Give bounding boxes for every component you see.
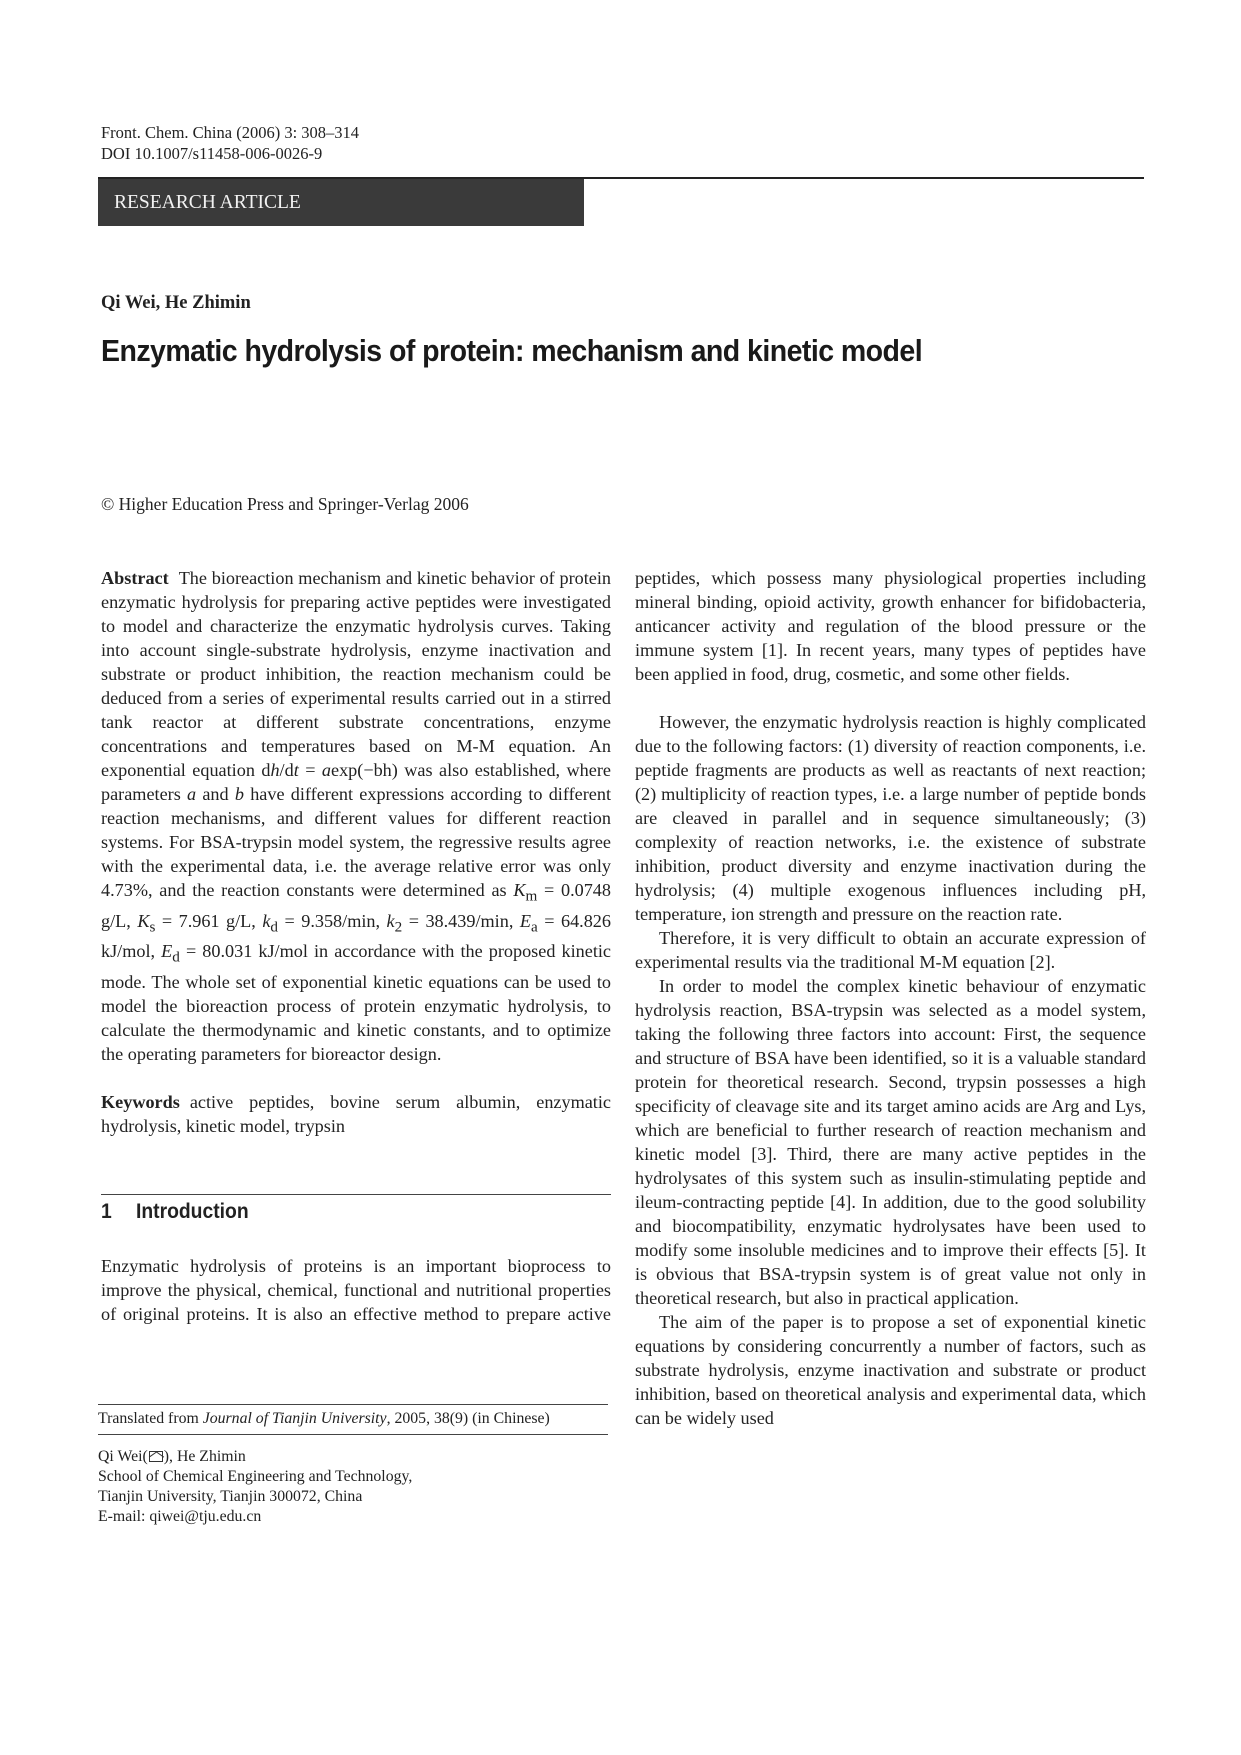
authors: Qi Wei, He Zhimin [101, 293, 251, 313]
intro-paragraph-5: The aim of the paper is to propose a set of exponential kinetic equations by considering concurrently a number of factors, such as substrate hydrolysis, enzyme inactivation and substrate or product inhibition, based on theoretical analysis and experimental data, which can be widely used [635, 1312, 1146, 1428]
abstract-label: Abstract [101, 568, 169, 588]
article-title: Enzymatic hydrolysis of protein: mechanism and kinetic model [101, 333, 923, 368]
intro-paragraph-1: Enzymatic hydrolysis of proteins is an important bioprocess to improve the physical, chemical, functional and nutritional properties of original proteins. It is also an effective method to prepare active [101, 1255, 611, 1324]
journal-reference [101, 122, 359, 164]
left-column [101, 566, 611, 1326]
abstract: Abstract The bioreaction mechanism and kinetic behavior of protein enzymatic hydrolysis for preparing active peptides were investigated to model and characterize the enzymatic hydrolysis curves. Taking into account single-substrate hydrolysis, enzyme inactivation and substrate or product inhibition, the reaction mechanism could be deduced from a series of experimental results carried out in a stirred tank reactor at different substrate concentrations, enzyme concentrations and temperatures based on M-M equation. An exponential equation dh/dt = aexp(−bh) was also established, where parameters a and b have different expressions according to different reaction mechanisms, and different values for different reaction systems. For BSA-trypsin model system, the regressive results agree with the experimental data, i.e. the average relative error was only 4.73%, and the reaction constants were determined as $K_m = 0.0748$ g/L, $K_s = 7.961$ g/L, $k_d = 9.358/\min$, $k_2 = 38.439/\min$, $E_a = 64.826$ kJ/mol, $E_d = 80.031$ kJ/mol in accordance with the proposed kinetic mode. The whole set of exponential kinetic equations can be used to model the bioreaction process of protein enzymatic hydrolysis, to calculate the thermodynamic and kinetic constants, and to optimize the operating parameters for bioreactor design. [101, 568, 611, 1064]
section-rule [101, 1194, 611, 1195]
intro-paragraph-2: However, the enzymatic hydrolysis reaction is highly complicated due to the following factors: (1) diversity of reaction components, i.e. peptide fragments are products as well as reactants of next reaction; (2) multiplicity of reaction types, i.e. a large number of peptide bonds are cleaved in parallel and in sequence simultaneously; (3) complexity of reaction networks, i.e. the existence of substrate inhibition, product diversity and enzyme inactivation during the hydrolysis; (4) multiple exogenous influences including pH, temperature, ion strength and pressure on the reaction rate. [635, 712, 1146, 924]
journal-citation: Front. Chem. China (2006) 3: 308–314 [101, 123, 360, 142]
doi: DOI 10.1007/s11458-006-0026-9 [101, 144, 323, 163]
copyright-notice: © Higher Education Press and Springer-Verlag 2006 [101, 494, 469, 514]
author-email: E-mail: qiwei@tju.edu.cn [98, 1508, 262, 1525]
intro-paragraph-4: In order to model the complex kinetic behaviour of enzymatic hydrolysis reaction, BSA-trypsin was selected as a model system, taking the following three factors into account: First, the sequence and structure of BSA have been identified, so it is a valuable standard protein for theoretical research. Second, trypsin possesses a high specificity of cleavage site and its target amino acids are Arg and Lys, which are beneficial to further research of reaction mechanism and kinetic model [3]. Third, there are many active peptides in the hydrolysates of this system such as insulin-stimulating peptide and ileum-contracting peptide [4]. In addition, due to the good solubility and biocompatibility, enzymatic hydrolysates have been used to modify some insoluble medicines and to improve their effects [5]. It is obvious that BSA-trypsin system is of great value not only in theoretical research, but also in practical application. [635, 976, 1146, 1308]
affiliation-line-2: Tianjin University, Tianjin 300072, China [98, 1488, 363, 1505]
envelope-icon [149, 1451, 163, 1462]
article-type-banner: RESEARCH ARTICLE [98, 179, 584, 226]
corresponding-author: Qi Wei( ), He Zhimin [98, 1448, 246, 1465]
footnote [98, 1404, 608, 1527]
translation-note: Translated from Journal of Tianjin University, 2005, 38(9) (in Chinese) [98, 1410, 550, 1427]
section-heading-introduction: 1 Introduction [101, 1199, 249, 1223]
keywords: Keywords active peptides, bovine serum albumin, enzymatic hydrolysis, kinetic model, trypsin [101, 1091, 611, 1136]
intro-paragraph-3: Therefore, it is very difficult to obtain an accurate expression of experimental results via the traditional M-M equation [2]. [635, 928, 1146, 972]
keywords-label: Keywords [101, 1091, 180, 1112]
intro-paragraph-1-continued: peptides, which possess many physiological properties including mineral binding, opioid activity, growth enhancer for bifidobacteria, anticancer activity and regulation of the blood pressure or the immune system [1]. In recent years, many types of peptides have been applied in food, drug, cosmetic, and some other fields. [635, 568, 1146, 684]
right-column [635, 566, 1146, 1430]
affiliation-line-1: School of Chemical Engineering and Technology, [98, 1468, 413, 1485]
